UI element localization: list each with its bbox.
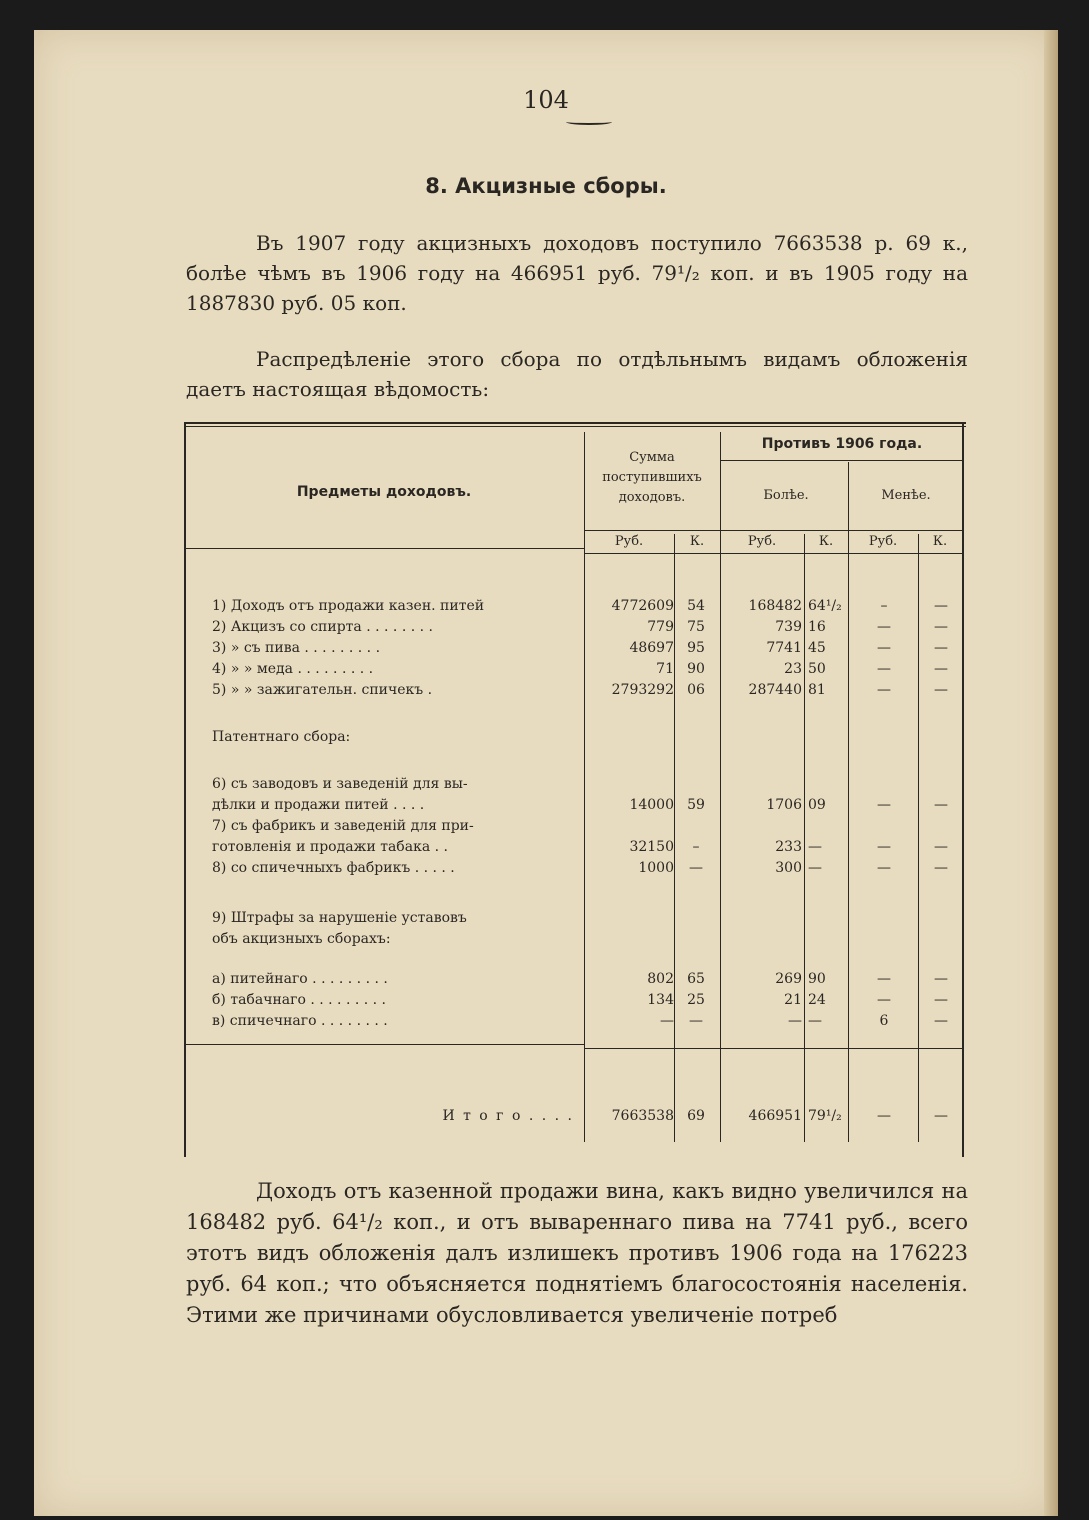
header-kop-sum: К. — [689, 534, 705, 549]
revenue-table — [184, 422, 966, 1172]
table-row: в) спичечнаго . . . . . . . . — — — — 6 — — [212, 1013, 948, 1029]
table-row: готовленія и продажи табака . . 32150 – 233 — — — — [212, 839, 948, 855]
page-number-ornament — [566, 119, 612, 125]
paragraph-1: Въ 1907 году акцизныхъ доходовъ поступило 7663538 р. 69 к., болѣе чѣмъ въ 1906 году на 466951 руб. 79¹/₂ коп. и въ 1905 году на 1887830 руб. 05 коп. — [186, 231, 968, 315]
section-title: 8. Акцизные сборы. — [425, 174, 667, 198]
table-row: объ акцизныхъ сборахъ: — [212, 931, 391, 947]
table-row: 7) съ фабрикъ и заведеній для при- — [212, 818, 474, 834]
table-row: 9) Штрафы за нарушеніе уставовъ — [212, 910, 467, 926]
header-rub-more: Руб. — [747, 534, 777, 549]
header-kop-more: К. — [818, 534, 834, 549]
table-row: 8) со спичечныхъ фабрикъ . . . . . 1000 — 300 — — — — [212, 860, 948, 876]
paragraph-2: Распредѣленіе этого сбора по отдѣльнымъ видамъ обложенія даетъ настоящая вѣдомость: — [186, 347, 968, 401]
header-sum: Сумма поступившихъ доходовъ. — [602, 450, 702, 505]
table-row: 3) » съ пива . . . . . . . . . 48697 95 7741 45 — — — [212, 640, 948, 656]
table-row: 1) Доходъ отъ продажи казен. питей 4772609 54 168482 64¹/₂ – — — [212, 598, 948, 614]
paragraph-3: Доходъ отъ казенной продажи вина, какъ видно увеличился на 168482 руб. 64¹/₂ коп., и отъ вывареннаго пива на 7741 руб., всего этотъ видъ обложенія далъ излишекъ противъ 1906 года на 176223 руб. 64 коп.; что объясняется поднятіемъ благосостоянія населенія. Этими же причинами обусловливается увеличеніе потреб — [186, 1179, 968, 1327]
header-versus-1906: Противъ 1906 года. — [761, 436, 923, 452]
header-less: Менѣе. — [881, 488, 931, 503]
page-edge — [1044, 30, 1058, 1516]
table-row: 5) » » зажигательн. спичекъ . 2793292 06 287440 81 — — — [212, 682, 948, 698]
table-row: б) табачнаго . . . . . . . . . 134 25 21 24 — — — [212, 992, 948, 1008]
header-rub-less: Руб. — [868, 534, 898, 549]
header-items: Предметы доходовъ. — [296, 484, 472, 500]
table-row: 2) Акцизъ со спирта . . . . . . . . 779 75 739 16 — — — [212, 619, 948, 635]
header-more: Болѣе. — [763, 488, 809, 503]
book-page — [34, 30, 1058, 1516]
table-row: 6) съ заводовъ и заведеній для вы- — [212, 776, 468, 792]
header-kop-less: К. — [932, 534, 948, 549]
table-row: а) питейнаго . . . . . . . . . 802 65 269 90 — — — [212, 971, 948, 987]
page-number: 104 — [523, 86, 569, 114]
header-rub-sum: Руб. — [614, 534, 644, 549]
table-row: 4) » » меда . . . . . . . . . 71 90 23 50 — — — [212, 661, 948, 677]
total-row: И т о г о . . . . 7663538 69 466951 79¹/₂ — — — [442, 1108, 948, 1124]
table-row: дѣлки и продажи питей . . . . 14000 59 1706 09 — — — [212, 797, 948, 813]
table-row: Патентнаго сбора: — [212, 729, 351, 745]
